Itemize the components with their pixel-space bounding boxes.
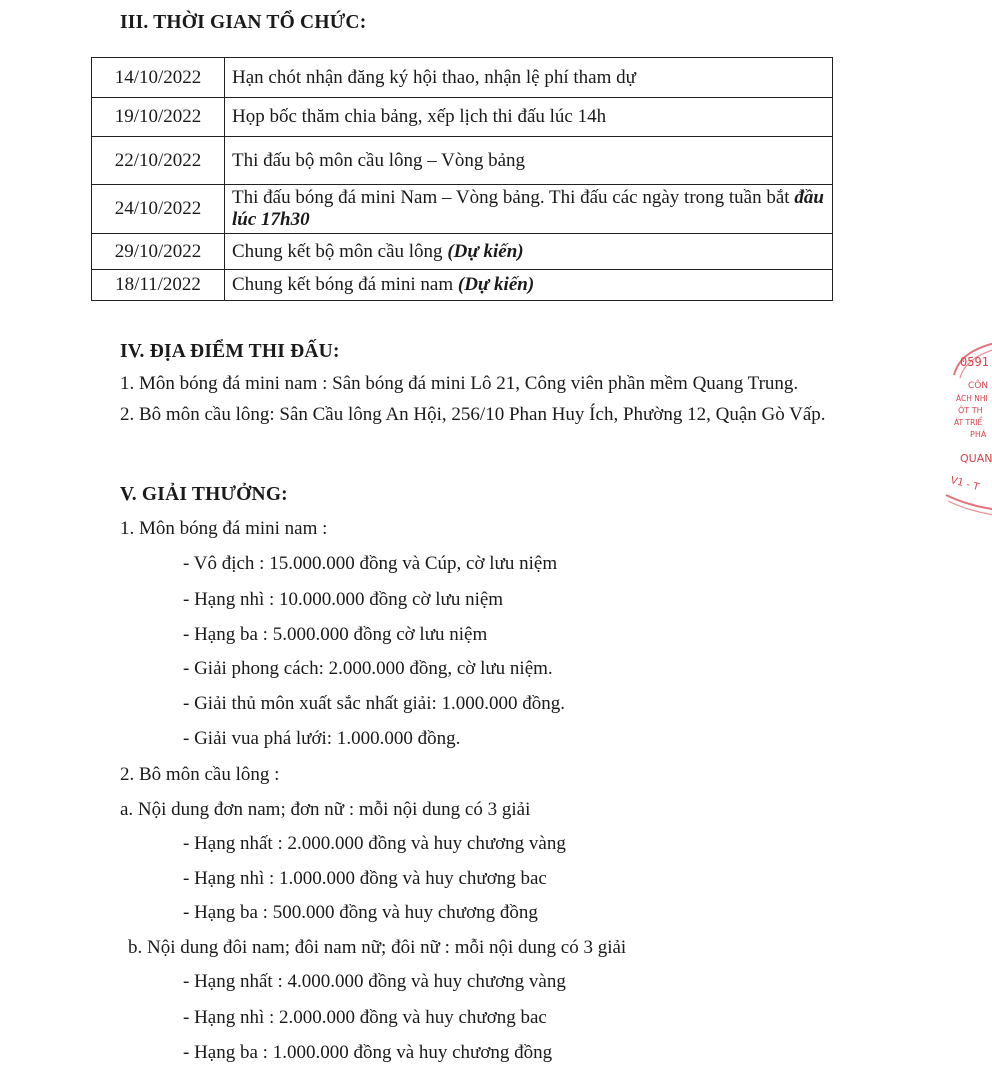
schedule-desc	[225, 270, 833, 301]
seal-fragment: ÁCH NHI	[956, 394, 988, 403]
schedule-desc-text: Hạn chót nhận đăng ký hội thao, nhận lệ phí tham dự	[232, 66, 636, 88]
prize-item: - Hạng nhì : 10.000.000 đồng cờ lưu niệm	[183, 589, 504, 610]
schedule-date: 22/10/2022	[92, 137, 225, 185]
prize-item: - Giải phong cách: 2.000.000 đồng, cờ lưu niệm.	[183, 658, 553, 679]
schedule-desc	[225, 185, 833, 234]
schedule-date: 19/10/2022	[92, 98, 225, 137]
schedule-desc-text: Thi đấu bóng đá mini Nam – Vòng bảng. Thi đấu các ngày trong tuần bắt	[232, 187, 795, 208]
schedule-desc-text: Thi đấu bộ môn cầu lông – Vòng bảng	[232, 149, 526, 171]
badminton-prizes-heading: 2. Bô môn cầu lông :	[120, 764, 280, 785]
table-row	[92, 137, 833, 185]
section-5-title: V. GIẢI THƯỞNG:	[120, 484, 288, 505]
schedule-date: 14/10/2022	[92, 58, 225, 98]
badminton-singles-heading: a. Nội dung đơn nam; đơn nữ : mỗi nội dung có 3 giải	[120, 799, 531, 820]
schedule-desc-emphasis: (Dự kiến)	[457, 274, 535, 295]
schedule-date: 24/10/2022	[92, 185, 225, 234]
schedule-desc-emphasis: đầu lúc 17h30	[232, 187, 824, 230]
official-seal	[940, 340, 992, 520]
prize-item: - Hạng ba : 1.000.000 đồng và huy chương đồng	[183, 1042, 553, 1063]
prize-item: - Hạng nhất : 2.000.000 đồng và huy chương vàng	[183, 833, 566, 854]
schedule-desc	[225, 234, 833, 270]
prize-item: - Hạng nhì : 2.000.000 đồng và huy chương bac	[183, 1007, 547, 1028]
schedule-desc-text: Họp bốc thăm chia bảng, xếp lịch thi đấu lúc 14h	[232, 106, 607, 127]
seal-graphic	[940, 340, 992, 520]
table-row	[92, 58, 833, 98]
venue-badminton: 2. Bô môn cầu lông: Sân Cầu lông An Hội, 256/10 Phan Huy Ích, Phường 12, Quận Gò Vấp.	[120, 404, 826, 425]
prize-item: - Giải thủ môn xuất sắc nhất giải: 1.000.000 đồng.	[183, 693, 566, 714]
seal-fragment: PHÁ	[970, 430, 987, 439]
prize-item: - Vô địch : 15.000.000 đồng và Cúp, cờ lưu niệm	[183, 553, 558, 574]
table-row	[92, 98, 833, 137]
section-4-title: IV. ĐỊA ĐIỂM THI ĐẤU:	[120, 341, 340, 362]
seal-fragment: V1 - T	[949, 474, 981, 494]
section-3-title: III. THỜI GIAN TỔ CHỨC:	[120, 12, 367, 33]
schedule-desc-emphasis: (Dự kiến)	[447, 240, 524, 262]
seal-fragment: ỘT TH	[958, 406, 983, 415]
prize-item: - Hạng ba : 5.000.000 đồng cờ lưu niệm	[183, 624, 488, 645]
venue-football: 1. Môn bóng đá mini nam : Sân bóng đá mini Lô 21, Công viên phần mềm Quang Trung.	[120, 373, 799, 394]
prize-item: - Giải vua phá lưới: 1.000.000 đồng.	[183, 728, 461, 749]
seal-fragment: 0591	[960, 355, 989, 369]
seal-fragment: CÔN	[968, 381, 989, 391]
table-row	[92, 234, 833, 270]
schedule-date: 18/11/2022	[92, 270, 225, 301]
schedule-table	[91, 57, 833, 301]
prize-item: - Hạng nhất : 4.000.000 đồng và huy chương vàng	[183, 971, 566, 992]
football-prizes-heading: 1. Môn bóng đá mini nam :	[120, 518, 328, 539]
schedule-desc-text: Chung kết bộ môn cầu lông	[232, 240, 448, 262]
table-row	[92, 185, 833, 234]
seal-fragment: QUAN	[960, 452, 992, 465]
prize-item: - Hạng nhì : 1.000.000 đồng và huy chương bac	[183, 868, 547, 889]
schedule-desc	[225, 98, 833, 137]
table-row	[92, 270, 833, 301]
badminton-doubles-heading: b. Nội dung đôi nam; đôi nam nữ; đôi nữ : mỗi nội dung có 3 giải	[128, 937, 627, 958]
schedule-desc-text: Chung kết bóng đá mini nam	[232, 274, 458, 295]
seal-fragment: ÁT TRIỂ	[954, 418, 983, 427]
prize-item: - Hạng ba : 500.000 đồng và huy chương đồng	[183, 902, 538, 923]
schedule-desc	[225, 58, 833, 98]
schedule-desc	[225, 137, 833, 185]
schedule-date: 29/10/2022	[92, 234, 225, 270]
